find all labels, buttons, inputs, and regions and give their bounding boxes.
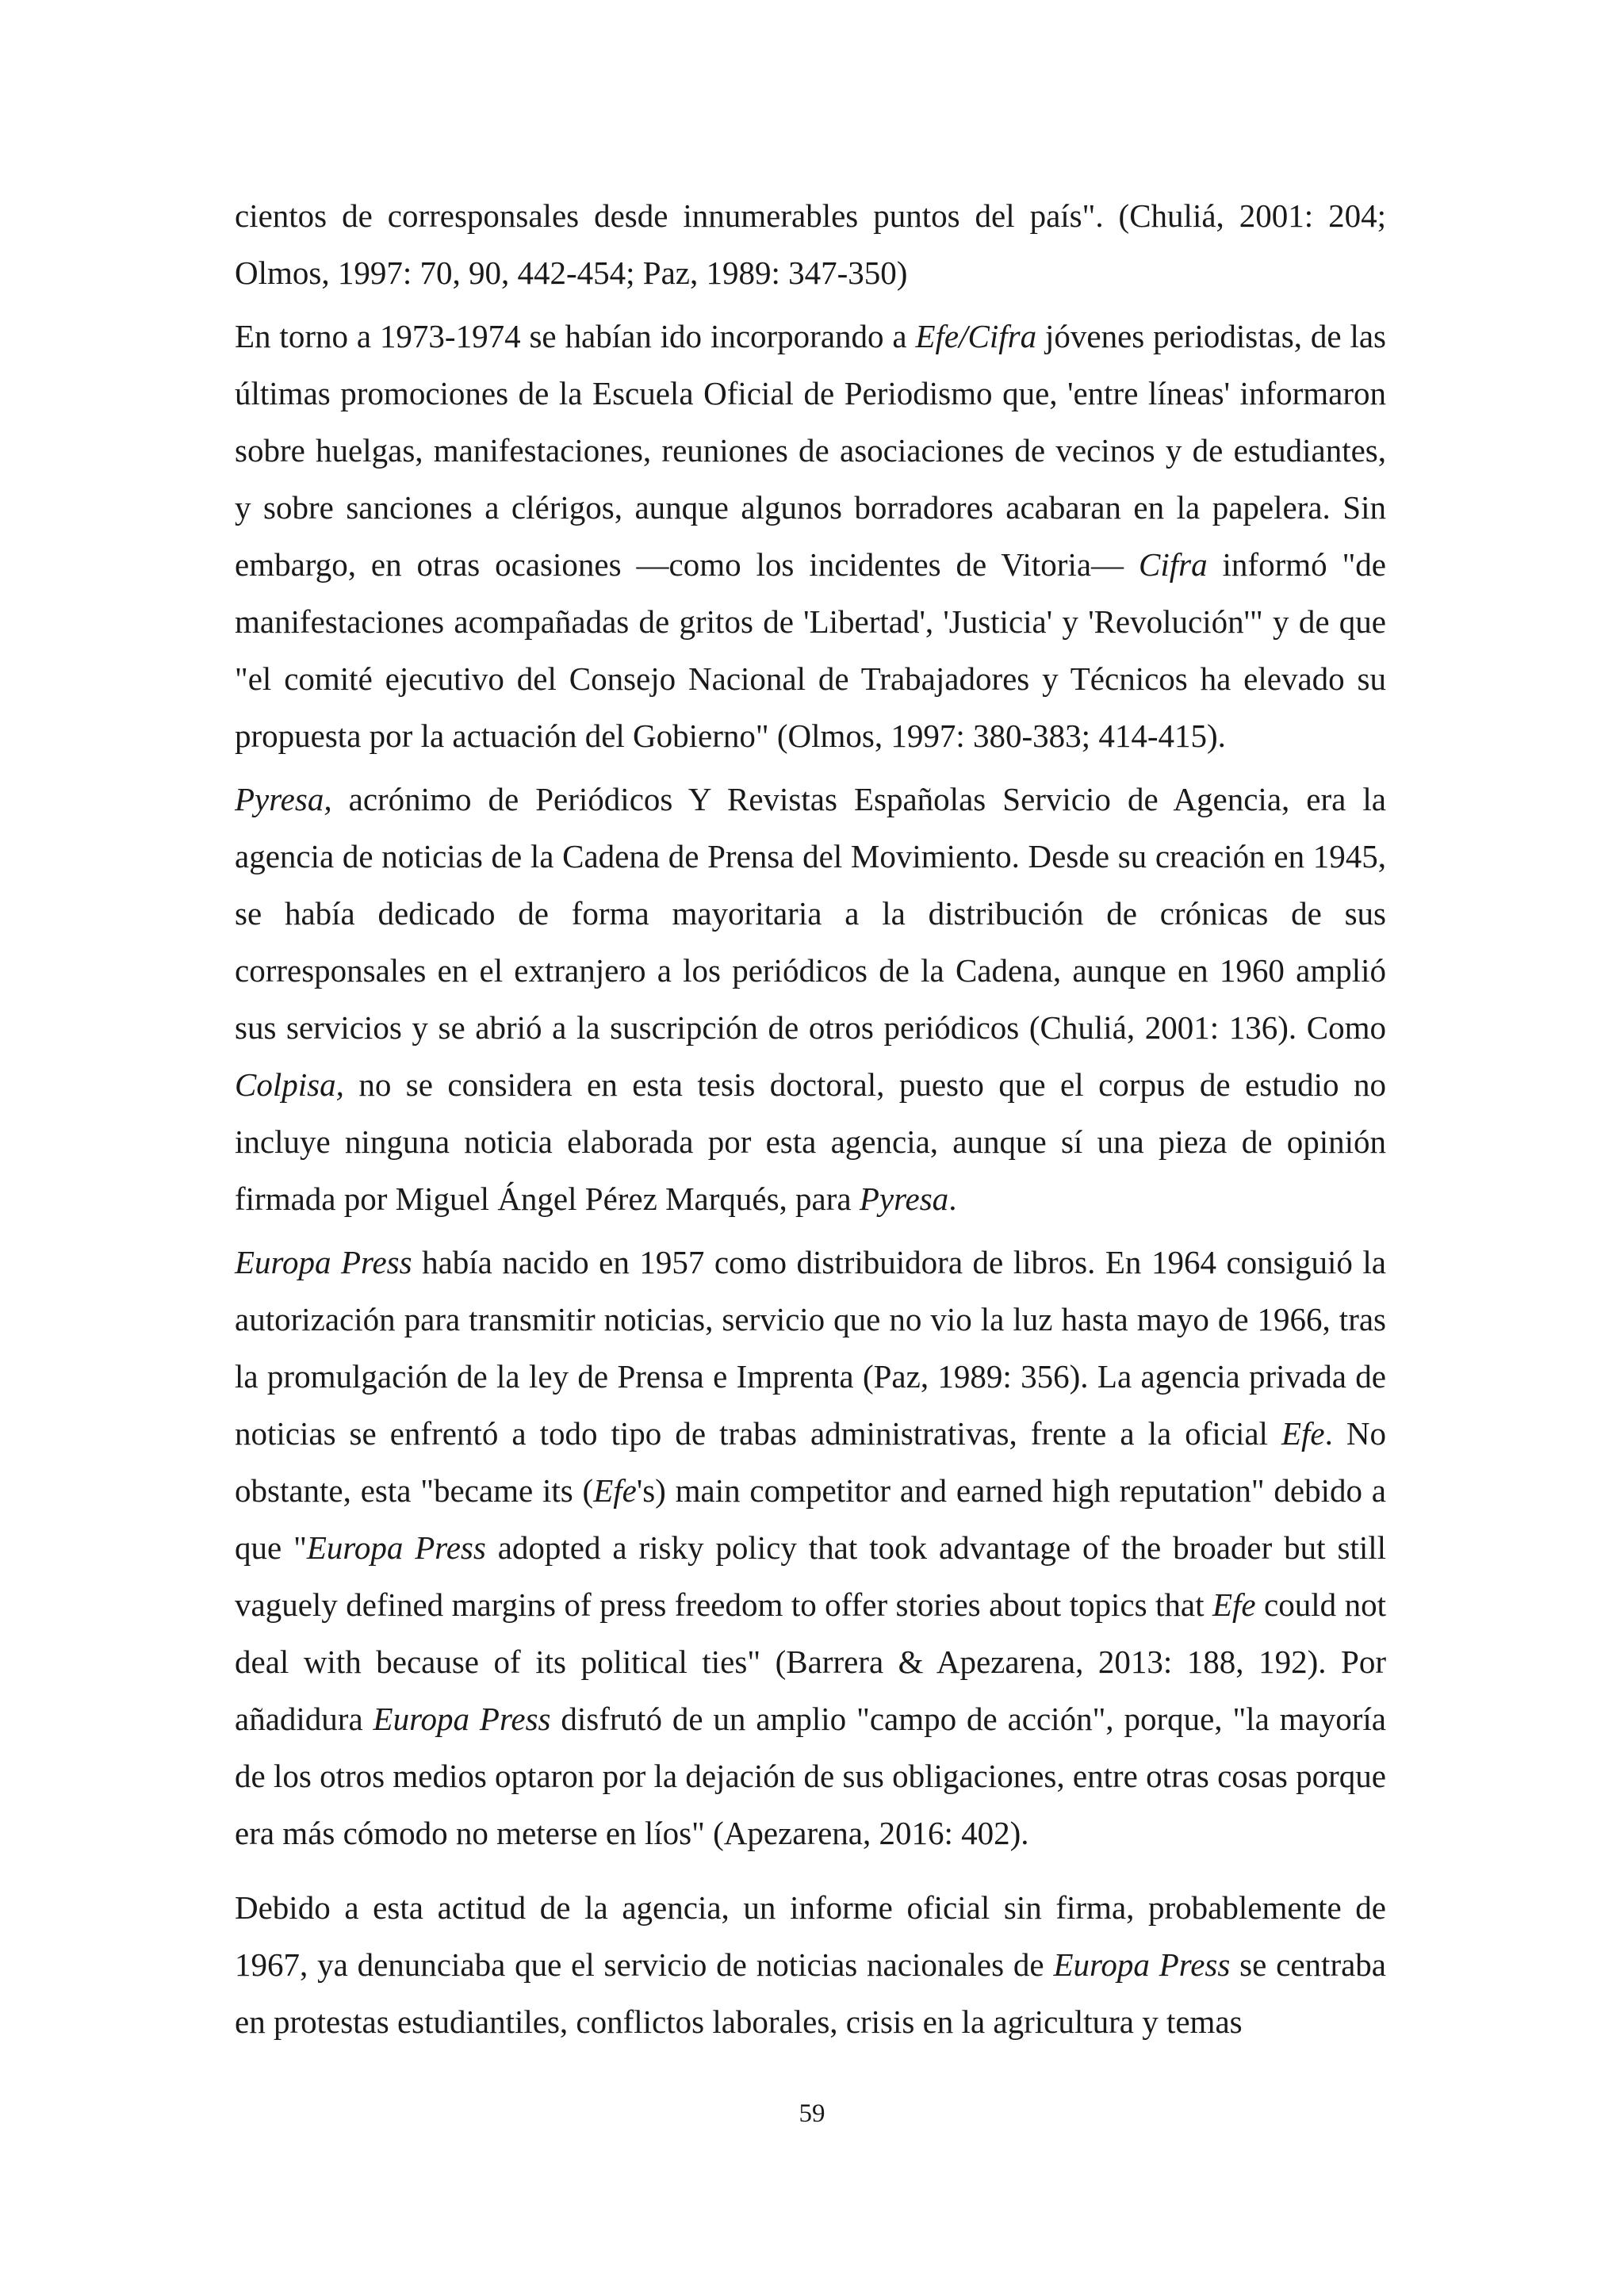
text-span: 's) main competitor and earned high reputation" debido a que " bbox=[235, 1472, 1386, 1566]
paragraph bbox=[235, 1234, 1386, 1862]
italic-text: Efe/Cifra bbox=[915, 318, 1037, 354]
italic-text: Pyresa, bbox=[235, 781, 332, 817]
text-span: acrónimo de Periódicos Y Revistas Españolas Servicio de Agencia, era la agencia de noticias de la Cadena de Prensa del Movimiento. Desde su creación en 1945, se había dedicado de forma mayoritaria a la distribución de crónicas de sus corresponsales en el extranjero a los periódicos de la Cadena, aunque en 1960 amplió sus servicios y se abrió a la suscripción de otros periódicos (Chuliá, 2001: 136). Como bbox=[235, 781, 1386, 1046]
text-span: adopted a risky policy that took advantage of the broader but still vaguely defined margins of press freedom to offer stories about topics that bbox=[235, 1529, 1386, 1623]
italic-text: Colpisa, bbox=[235, 1066, 344, 1103]
italic-text: Efe bbox=[593, 1472, 637, 1509]
paragraph bbox=[235, 187, 1386, 301]
text-span: . No obstante, esta "became its ( bbox=[235, 1415, 1387, 1509]
text-span: En torno a 1973-1974 se habían ido incorporando a bbox=[235, 318, 916, 354]
text-span: no se considera en esta tesis doctoral, puesto que el corpus de estudio no incluye ninguna noticia elaborada por esta agencia, aunque sí una pieza de opinión firmada por Miguel Ángel Pérez Marqués, para bbox=[235, 1066, 1386, 1217]
text-span: could not deal with because of its political ties" (Barrera & Apezarena, 2013: 188, 192). Por añadidura bbox=[235, 1586, 1386, 1737]
paragraph bbox=[235, 1879, 1386, 2050]
italic-text: Pyresa bbox=[859, 1181, 949, 1217]
paragraph bbox=[235, 771, 1386, 1227]
italic-text: Europa Press bbox=[306, 1529, 486, 1566]
text-span: . bbox=[948, 1181, 957, 1217]
italic-text: Europa Press bbox=[235, 1244, 412, 1280]
page-number: 59 bbox=[799, 2099, 825, 2128]
text-span: disfrutó de un amplio "campo de acción", porque, "la mayoría de los otros medios optaron por la dejación de sus obligaciones, entre otras cosas porque era más cómodo no meterse en líos" (Apezarena, 2016: 402). bbox=[235, 1701, 1386, 1851]
italic-text: Efe bbox=[1281, 1415, 1325, 1452]
text-span: había nacido en 1957 como distribuidora de libros. En 1964 consiguió la autorización para transmitir noticias, servicio que no vio la luz hasta mayo de 1966, tras la promulgación de la ley de Prensa e Imprenta (Paz, 1989: 356). La agencia privada de noticias se enfrentó a todo tipo de trabas administrativas, frente a la oficial bbox=[235, 1244, 1386, 1452]
italic-text: Efe bbox=[1212, 1586, 1256, 1623]
body-text bbox=[235, 187, 1386, 2057]
italic-text: Cifra bbox=[1139, 546, 1208, 583]
text-span: cientos de corresponsales desde innumerables puntos del país". (Chuliá, 2001: 204; Olmos, 1997: 70, 90, 442-454; Paz, 1989: 347-350) bbox=[235, 197, 1386, 291]
italic-text: Europa Press bbox=[1053, 1946, 1231, 1983]
paragraph bbox=[235, 308, 1386, 764]
text-span: Debido a esta actitud de la agencia, un informe oficial sin firma, probablemente de 1967, ya denunciaba que el servicio de noticias nacionales de bbox=[235, 1889, 1386, 1983]
text-span: se centraba en protestas estudiantiles, conflictos laborales, crisis en la agricultura y temas bbox=[235, 1946, 1386, 2040]
text-span: informó "de manifestaciones acompañadas de gritos de 'Libertad', 'Justicia' y 'Revolución'" y de que "el comité ejecutivo del Consejo Nacional de Trabajadores y Técnicos ha elevado su propuesta por la actuación del Gobierno" (Olmos, 1997: 380-383; 414-415). bbox=[235, 546, 1386, 754]
text-span: jóvenes periodistas, de las últimas promociones de la Escuela Oficial de Periodismo que, 'entre líneas' informaron sobre huelgas, manifestaciones, reuniones de asociaciones de vecinos y de estudiantes, y sobre sanciones a clérigos, aunque algunos borradores acabaran en la papelera. Sin embargo, en otras ocasiones —como los incidentes de Vitoria— bbox=[235, 318, 1387, 583]
italic-text: Europa Press bbox=[373, 1701, 551, 1737]
